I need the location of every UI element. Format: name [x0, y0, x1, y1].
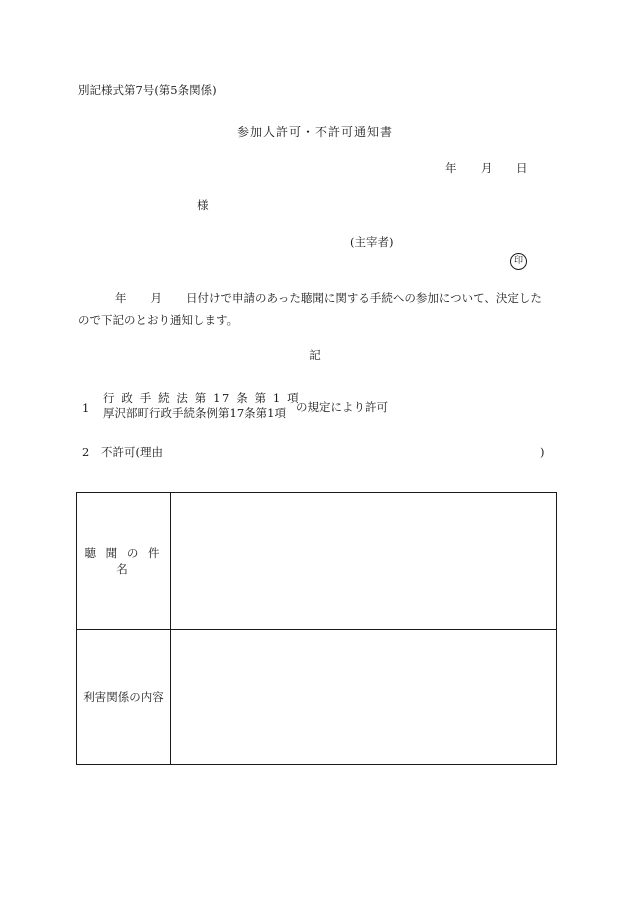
- item1-law-national: 行 政 手 続 法 第 17 条 第 1 項: [103, 391, 301, 405]
- item1-permission-text: の規定により許可: [296, 400, 388, 414]
- body-text-line2: ので下記のとおり通知します。: [78, 313, 239, 327]
- addressee-honorific: 様: [197, 198, 209, 212]
- body-day-text: 日付けで申請のあった聴聞に関する手続への参加について、決定した: [186, 291, 542, 305]
- seal-icon: 印: [510, 253, 527, 270]
- organizer-label: (主宰者): [350, 235, 394, 249]
- body-text-line1: [115, 293, 542, 305]
- date-year-label: 年: [445, 161, 457, 175]
- info-table: [76, 492, 557, 765]
- ki-heading: 記: [309, 348, 321, 362]
- body-month: 月: [150, 291, 162, 305]
- interest-content-value[interactable]: [171, 630, 557, 765]
- body-year: 年: [115, 291, 127, 305]
- table-row: [77, 493, 557, 630]
- item1-number: 1: [82, 401, 90, 415]
- item1-law-town: 厚沢部町行政手続条例第17条第1項: [103, 406, 286, 420]
- date-month-label: 月: [481, 161, 493, 175]
- item2-refusal-label: 不許可(理由: [101, 445, 163, 459]
- hearing-case-value[interactable]: [171, 493, 557, 630]
- form-number: 別記様式第7号(第5条関係): [78, 83, 217, 97]
- item2-number: 2: [82, 445, 90, 459]
- document-title: 参加人許可・不許可通知書: [236, 125, 393, 139]
- interest-content-label: 利害関係の内容: [77, 630, 171, 765]
- hearing-case-label: 聴 聞 の 件 名: [77, 493, 171, 630]
- table-row: [77, 630, 557, 765]
- item2-close-paren: ): [540, 445, 545, 459]
- date-day-label: 日: [516, 161, 528, 175]
